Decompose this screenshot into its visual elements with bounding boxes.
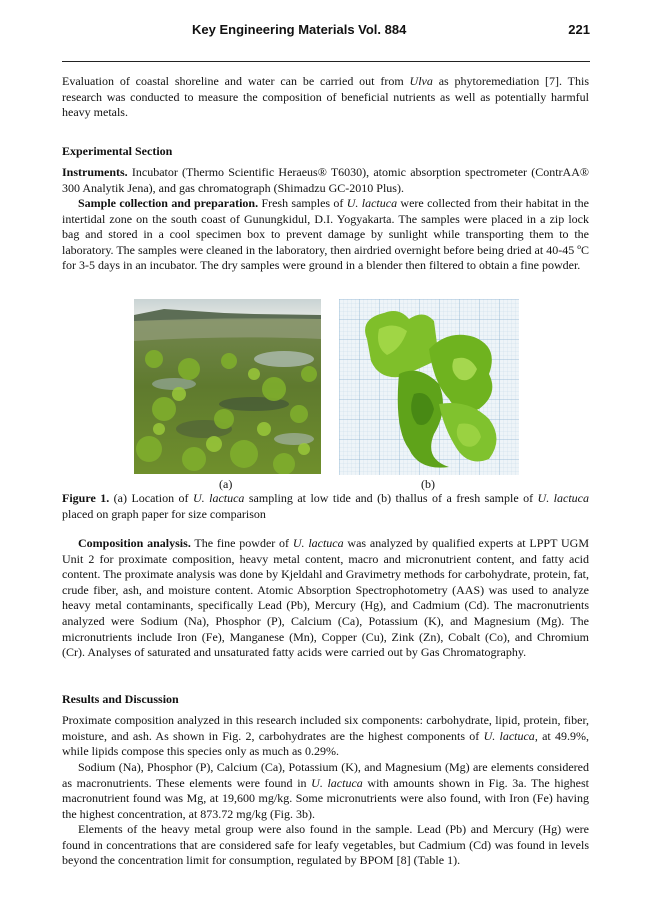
intro-paragraph: Evaluation of coastal shoreline and water can be carried out from Ulva as phytoremediation [7]. This research was conducted to measure the composition of beneficial nutrients as well as potentially harmful heavy metals. — [62, 74, 590, 120]
figure-1a-shoreline-photo — [134, 299, 321, 474]
composition-paragraph: Composition analysis. The fine powder of U. lactuca was analyzed by qualified experts at LPPT UGM Unit 2 for proximate composition, heavy metal content, macro and micronutrient content, and fatty acid content. The proximate analysis was done by Kjeldahl and Gravimetry methods for carbohydrate, protein, fat, crude fiber, ash, and moisture content. Atomic Absorption Spectrophotometry (AAS) was used to analyze heavy metal contaminants, specifically Lead (Pb), Mercury (Hg), and Cadmium (Cd). The macronutrients analyzed were Sodium (Na), Phosphor (P), Calcium (Ca), Potassium (K), and Magnesium (Mg). The micronutrients include Iron (Fe), Manganese (Mn), Copper (Cu), Zink (Zn), Cobalt (Co), and Chromium (Cr). Analyses of saturated and unsaturated fatty acids were carried out by Gas Chromatography. — [62, 536, 589, 660]
results-paragraph-2: Sodium (Na), Phosphor (P), Calcium (Ca), Potassium (K), and Magnesium (Mg) are elements considered as macronutrients. These elements were found in U. lactuca with amounts shown in Fig. 3a. The highest macronutrient found was Mg, at 19,600 mg/kg. Some micronutrients were also found, with Iron (Fe) having the highest concentration, at 873.72 mg/kg (Fig. 3b). — [62, 760, 589, 821]
figure-1b-thallus-photo — [339, 299, 519, 475]
results-paragraph-1: Proximate composition analyzed in this research included six components: carbohydrate, lipid, protein, fiber, moisture, and ash. As shown in Fig. 2, carbohydrates are the highest components of U. lactuca, at 49.9%, while lipids compose this species only as much as 0.29%. — [62, 713, 589, 759]
figure-label-a: (a) — [219, 477, 233, 491]
sample-paragraph: Sample collection and preparation. Fresh samples of U. lactuca were collected from their habitat in the intertidal zone on the south coast of Gunungkidul, D.I. Yogyakarta. The samples were placed in a zip lock bag and stored in a cool specimen box to prevent damage by sunlight while transporting them to the laboratory. The samples were cleaned in the laboratory, then airdried overnight before being dried at 40-45 ºC for 3-5 days in an incubator. The dry samples were ground in a blender then filtered to obtain a fine powder. — [62, 196, 589, 273]
page-number: 221 — [568, 22, 590, 37]
journal-title: Key Engineering Materials Vol. 884 — [192, 22, 407, 37]
header-rule — [62, 61, 590, 62]
experimental-section-heading: Experimental Section — [62, 144, 173, 158]
figure-label-b: (b) — [421, 477, 435, 491]
instruments-paragraph: Instruments. Incubator (Thermo Scientific Heraeus® T6030), atomic absorption spectrometer (ContrAA® 300 Analytik Jena), and gas chromatograph (Shimadzu GC-2010 Plus). — [62, 165, 589, 195]
results-section-heading: Results and Discussion — [62, 692, 179, 706]
results-paragraph-3: Elements of the heavy metal group were also found in the sample. Lead (Pb) and Mercury (Hg) were found in concentrations that are considered safe for leafy vegetables, but Cadmium (Cd) was found in levels beyond the concentration limit for consumption, regulated by BPOM [8] (Table 1). — [62, 822, 589, 868]
figure-1-caption: Figure 1. (a) Location of U. lactuca sampling at low tide and (b) thallus of a fresh sample of U. lactuca placed on graph paper for size comparison — [62, 491, 589, 521]
running-header — [62, 22, 590, 40]
